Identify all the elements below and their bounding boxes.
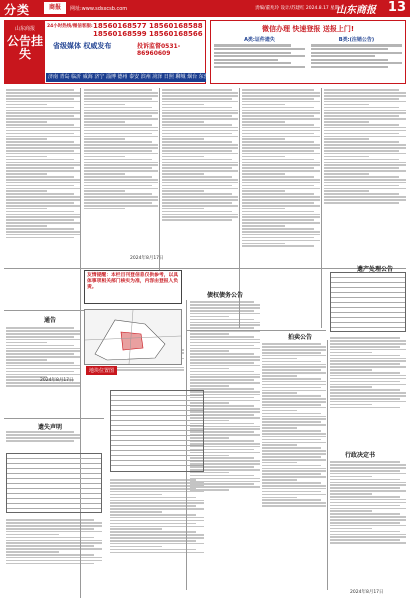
text-column [6, 430, 80, 450]
land-map [84, 309, 182, 365]
column-divider [80, 88, 81, 598]
lost-title: 遗失声明 [37, 424, 62, 431]
table-block [110, 390, 204, 472]
wechat-ad [210, 20, 406, 84]
logo: 商报 [44, 2, 66, 14]
decision-title: 行政决定书 [344, 452, 375, 459]
text-column [162, 88, 238, 283]
text-column [262, 342, 326, 582]
column-divider [321, 88, 322, 328]
phone-number: 18560168577 [93, 22, 147, 30]
page-number: 13 [387, 0, 406, 15]
phone-number: 18560168566 [149, 30, 203, 38]
editor-info: 责编/董兆玲 设计/苏建红 2024.8.17 星期六 [255, 6, 344, 11]
text-column [330, 336, 406, 441]
section-divider [186, 330, 326, 331]
text-column [330, 460, 406, 585]
notice-title: 通告 [43, 317, 56, 324]
notice-ad-banner [4, 20, 244, 84]
date-line: 2024年8月17日 [40, 378, 74, 383]
complaint-hotline: 投诉监督0531-86960609 [137, 43, 181, 57]
text-column [6, 326, 80, 416]
page-header [0, 0, 410, 17]
phone-list [93, 22, 203, 38]
section-title: 分类 [4, 3, 31, 17]
ad-badge-main: 公告挂失 [6, 34, 43, 61]
map-tag: 地块位置图 [86, 366, 117, 375]
site-url: 网址:www.sdsxcsb.com [70, 6, 128, 12]
date-line: 2024年8月17日 [350, 590, 384, 595]
brand-name: 山东商报 [336, 5, 376, 16]
ad-column-a [211, 36, 308, 69]
text-column [110, 478, 204, 588]
ad-badge-top: 山东商报 [14, 26, 35, 32]
heritage-title: 遗产处理公告 [356, 266, 393, 273]
text-column [324, 88, 406, 258]
auction-title: 拍卖公告 [287, 334, 312, 341]
map-drawing [85, 310, 181, 364]
table-block [330, 272, 406, 332]
section-divider [4, 418, 104, 419]
hotline-label: 24小时热线/微信客服: [47, 24, 93, 29]
table-block [6, 453, 102, 513]
ad-column-a-title: A类:证件遗失 [244, 37, 275, 43]
date-line: 2024年8月17日 [130, 256, 164, 261]
city-list: 济南 青岛 临沂 威海 济宁 淄博 德州 泰安 滨州 菏泽 日照 聊城 烟台 东营 枣庄 潍坊 莱芜 [48, 74, 244, 80]
wechat-ad-title: 微信办理 快速登报 送报上门! [261, 25, 355, 33]
ad-column-b [308, 36, 405, 69]
text-column [6, 88, 80, 308]
reminder-box [84, 270, 182, 304]
ad-badge [5, 21, 45, 83]
text-column [6, 518, 102, 588]
reminder-text: 友情提醒：本栏目刊登信息仅供参考，以具体事项相关部门核实为准，内容由登报人负责。 [87, 273, 179, 290]
text-column [84, 88, 158, 268]
phone-number: 18560168588 [149, 22, 203, 30]
ad-column-b-title: B类:(注销公告) [338, 37, 375, 43]
text-column [242, 88, 320, 323]
column-divider [327, 340, 328, 590]
debt-title: 债权债务公告 [206, 292, 243, 299]
section-divider [4, 310, 84, 311]
phone-number: 18560168599 [93, 30, 147, 38]
ad-slogan: 省级媒体 权威发布 [53, 42, 112, 50]
